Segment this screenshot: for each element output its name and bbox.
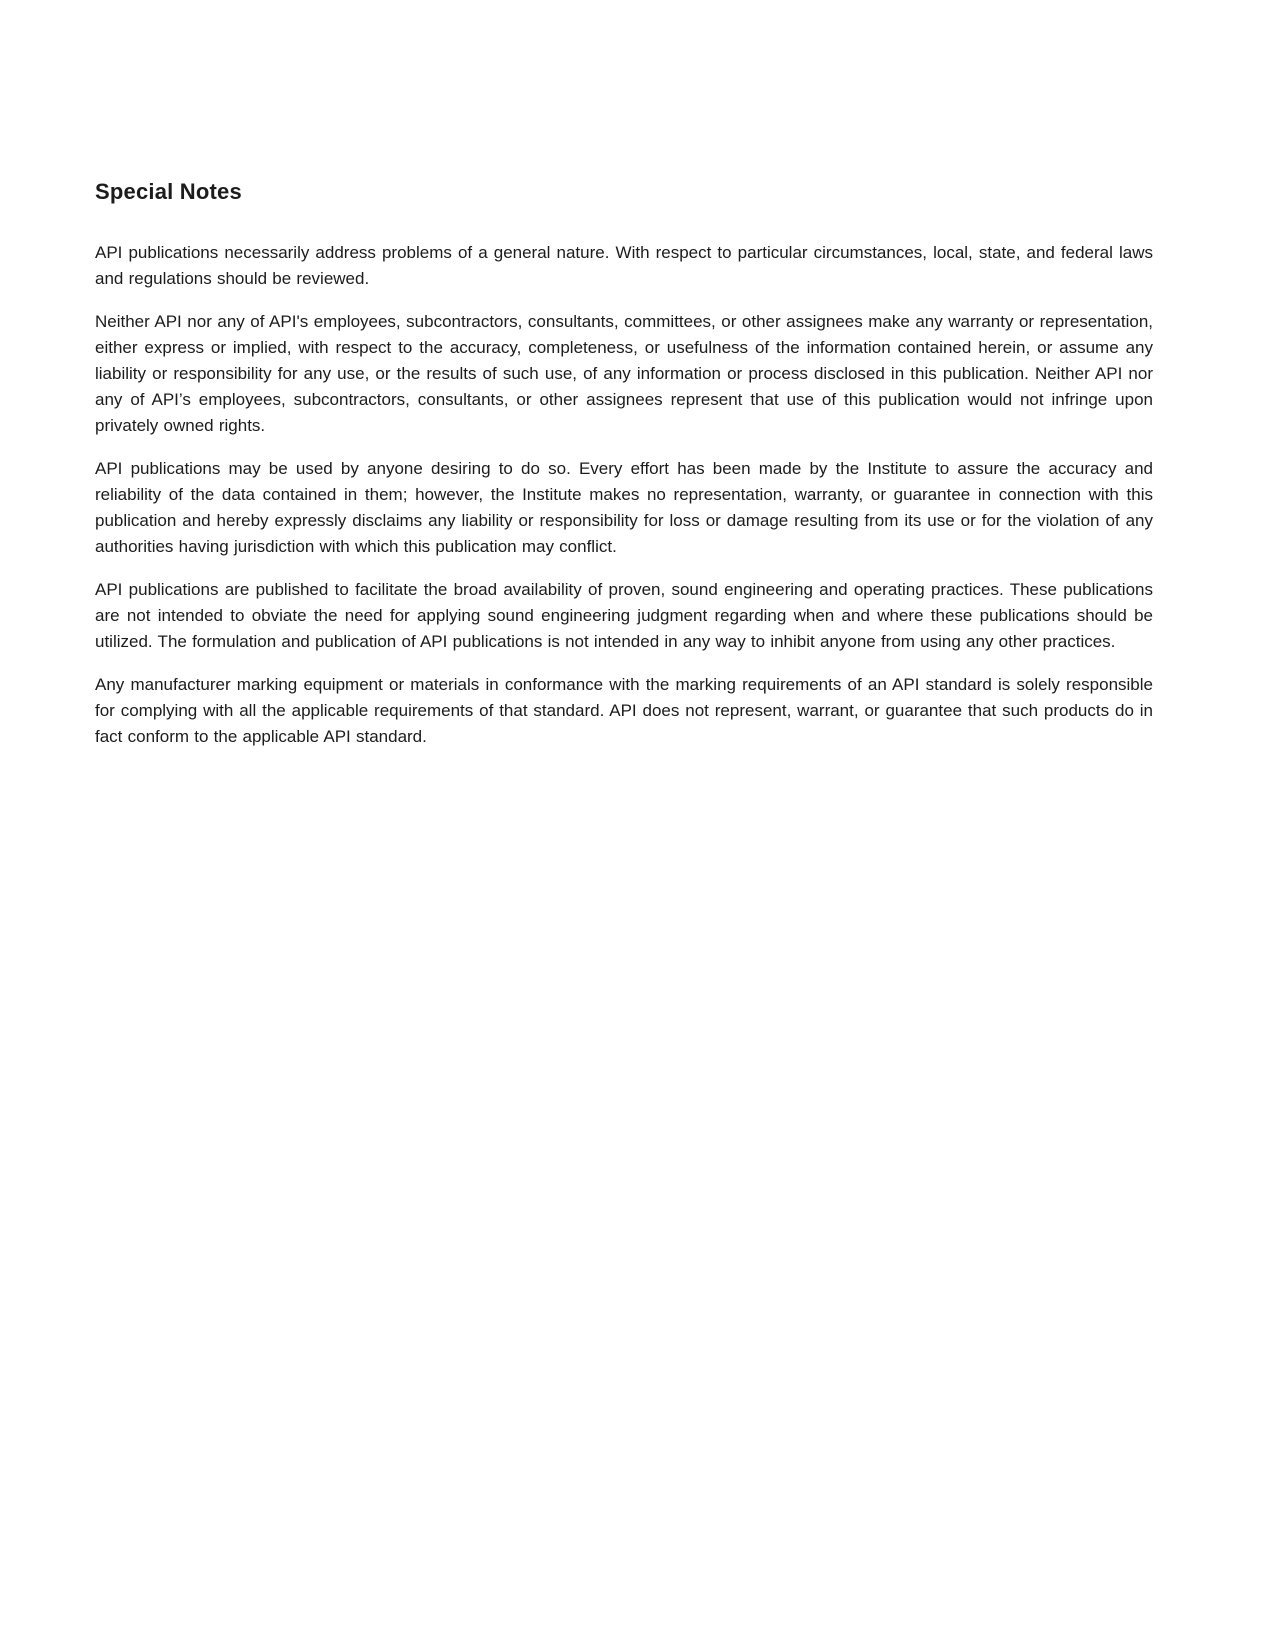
paragraph-manufacturer-marking: Any manufacturer marking equipment or materials in conformance with the marking requirements of an API standard is solely responsible for complying with all the applicable requirements of that standard. API does not represent, warrant, or guarantee that such products do in fact conform to the applicable API standard. [95, 675, 1153, 746]
paragraph-warranty-disclaimer: Neither API nor any of API's employees, subcontractors, consultants, committees, or other assignees make any warranty or representation, either express or implied, with respect to the accuracy, completeness, or usefulness of the information contained herein, or assume any liability or responsibility for any use, or the results of such use, of any information or process disclosed in this publication. Neither API nor any of API’s employees, subcontractors, consultants, or other assignees represent that use of this publication would not infringe upon privately owned rights. [95, 312, 1153, 435]
paragraph-general-nature: API publications necessarily address problems of a general nature. With respect to particular circumstances, local, state, and federal laws and regulations should be reviewed. [95, 243, 1153, 288]
paragraph-engineering-practices: API publications are published to facilitate the broad availability of proven, sound engineering and operating practices. These publications are not intended to obviate the need for applying sound engineering judgment regarding when and where these publications should be utilized. The formulation and publication of API publications is not intended in any way to inhibit anyone from using any other practices. [95, 580, 1153, 651]
page-title: Special Notes [95, 179, 242, 204]
page-content [95, 180, 1153, 767]
paragraph-use-liability: API publications may be used by anyone desiring to do so. Every effort has been made by the Institute to assure the accuracy and reliability of the data contained in them; however, the Institute makes no representation, warranty, or guarantee in connection with this publication and hereby expressly disclaims any liability or responsibility for loss or damage resulting from its use or for the violation of any authorities having jurisdiction with which this publication may conflict. [95, 459, 1153, 556]
